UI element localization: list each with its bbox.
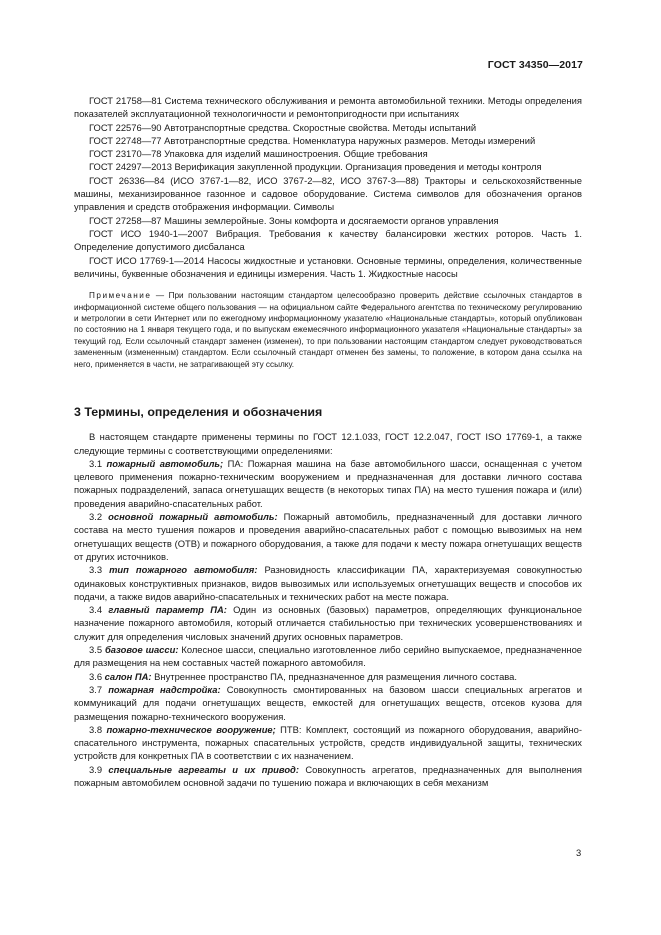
term-3-3 (74, 563, 582, 603)
term-name: пожарная надстройка: (108, 683, 221, 695)
term-3-5 (74, 643, 582, 670)
term-definition: ПА: Пожарная машина на базе автомобильного шасси, оснащенная с учетом целевого применения пожарно-техническим вооружением и предназначенная для доставки личного состава пожарных подразделений, запаса огнетушащих веществ (в некоторых типах ПА) на место тушения пожара и (или) проведения аварийно-спасательных работ. (74, 457, 583, 509)
section-heading: 3 Термины, определения и обозначения (74, 405, 323, 419)
term-number: 3.7 (89, 683, 103, 695)
term-name: базовое шасси: (104, 644, 179, 656)
term-number: 3.1 (89, 457, 103, 469)
reference-gost-iso-1940: ГОСТ ИСО 1940-1—2007 Вибрация. Требования к качеству балансировки жестких роторов. Часть 1. Определение допустимого дисбаланса (74, 227, 582, 253)
term-definition: Пожарный автомобиль, предназначенный для доставки личного состава на место тушения пожаров и проведения аварийно-спасательных работ с помощью вывозимых на нем огнетушащих веществ (ОТВ) и пожарного оборудования, а также для подачи к месту пожара огнетушащих веществ от других источников. (74, 511, 582, 562)
term-3-4 (74, 603, 582, 643)
note-text: — При пользовании настоящим стандартом целесообразно проверить действие ссылочных стандартов в информационной системе общего пользования — на официальном сайте Федерального агентства по техническому регулированию и метрологии в сети Интернет или по ежегодному информационному указателю «Национальные стандарты», который опубликован по состоянию на 1 января текущего года, и по выпускам ежемесячного информационного указателя «Национальные стандарты» за текущий год. Если ссылочный стандарт заменен (изменен), то при пользовании настоящим стандартом следует руководствоваться замененным (измененным) стандартом. Если ссылочный стандарт отменен без замены, то положение, в котором дана ссылка на него, применяется в части, не затрагивающей эту ссылку. (74, 291, 582, 369)
term-definition: Разновидность классификации ПА, характеризуемая совокупностью одинаковых конструктивных признаков, видов вывозимых или используемых огнетушащих веществ и способов их подачи, а также видов аварийно-спасательных и технических работ на месте пожара. (74, 564, 582, 602)
term-name: пожарно-техническое вооружение; (106, 723, 276, 735)
term-3-2 (74, 510, 582, 563)
term-number: 3.3 (89, 564, 103, 576)
term-definition: Совокупность агрегатов, предназначенных для выполнения пожарным автомобилем основной задачи по тушению пожара и включающих в себя механизм (74, 763, 583, 789)
section-intro: В настоящем стандарте применены термины по ГОСТ 12.1.033, ГОСТ 12.2.047, ГОСТ ISO 17769-1, а также следующие термины с соответствующими определениями: (74, 431, 582, 456)
term-number: 3.8 (89, 723, 103, 735)
reference-gost-24297: ГОСТ 24297—2013 Верификация закупленной продукции. Организация проведения и методы контроля (89, 161, 542, 173)
term-name: пожарный автомобиль; (106, 457, 224, 469)
reference-gost-26336: ГОСТ 26336—84 (ИСО 3767-1—82, ИСО 3767-2—82, ИСО 3767-3—88) Тракторы и сельскохозяйственные машины, механизированное газонное и садовое оборудование. Система символов для обозначения органов управления и средств отображения информации. Символы (74, 174, 582, 213)
page-content (74, 94, 582, 789)
reference-gost-iso-17769: ГОСТ ИСО 17769-1—2014 Насосы жидкостные и установки. Основные термины, определения, количественные величины, буквенные обозначения и единицы измерения. Часть 1. Жидкостные насосы (74, 254, 582, 279)
term-number: 3.6 (89, 670, 103, 682)
term-name: специальные агрегаты и их привод: (108, 763, 299, 775)
term-3-8 (74, 723, 582, 763)
term-3-6 (74, 670, 582, 683)
term-definition: Совокупность смонтированных на базовом шасси специальных агрегатов и коммуникаций для подачи огнетушащих веществ, емкостей для огнетушащих веществ, отсеков кузова для размещения пожарно-технического вооружения. (74, 683, 582, 722)
term-number: 3.9 (89, 763, 103, 775)
reference-gost-23170: ГОСТ 23170—78 Упаковка для изделий машиностроения. Общие требования (89, 148, 428, 160)
term-number: 3.2 (89, 511, 103, 523)
term-name: салон ПА: (104, 670, 152, 682)
reference-gost-21758: ГОСТ 21758—81 Система технического обслуживания и ремонта автомобильной техники. Методы определения показателей эксплуатационной технологичности и ремонтопригодности при испытаниях (74, 95, 582, 120)
term-3-1 (74, 457, 582, 510)
term-definition: Один из основных (базовых) параметров, определяющих функциональное назначение пожарного автомобиля, который отличается стабильностью при технических усовершенствованиях и служит для определения числовых значений других основных параметров. (74, 604, 583, 642)
term-3-9 (74, 763, 582, 790)
term-number: 3.5 (89, 644, 103, 656)
term-definition: ПТВ: Комплект, состоящий из пожарного оборудования, аварийно-спасательного инструмента, пожарных спасательных устройств, средств индивидуальной защиты, технических устройств для конкретных ПА в соответствии с их назначением. (74, 723, 582, 762)
term-name: главный параметр ПА: (108, 604, 227, 616)
term-name: основной пожарный автомобиль: (108, 511, 278, 523)
term-name: тип пожарного автомобиля: (109, 564, 258, 576)
term-3-7 (74, 683, 582, 723)
term-number: 3.4 (89, 604, 103, 616)
term-definition: Внутреннее пространство ПА, предназначенное для размещения личного состава. (151, 670, 517, 682)
reference-gost-22748: ГОСТ 22748—77 Автотранспортные средства. Номенклатура наружных размеров. Методы измерений (89, 134, 536, 146)
page-number: 3 (576, 847, 582, 858)
document-code: ГОСТ 34350—2017 (487, 59, 583, 71)
reference-gost-27258: ГОСТ 27258—87 Машины землеройные. Зоны комфорта и досягаемости органов управления (89, 214, 499, 226)
term-definition: Колесное шасси, специально изготовленное либо серийно выпускаемое, предназначенное для размещения на нем составных частей пожарного автомобиля. (74, 644, 582, 669)
note-label: Примечание (89, 291, 152, 301)
note-paragraph (74, 290, 582, 370)
reference-gost-22576: ГОСТ 22576—90 Автотранспортные средства. Скоростные свойства. Методы испытаний (89, 121, 477, 133)
